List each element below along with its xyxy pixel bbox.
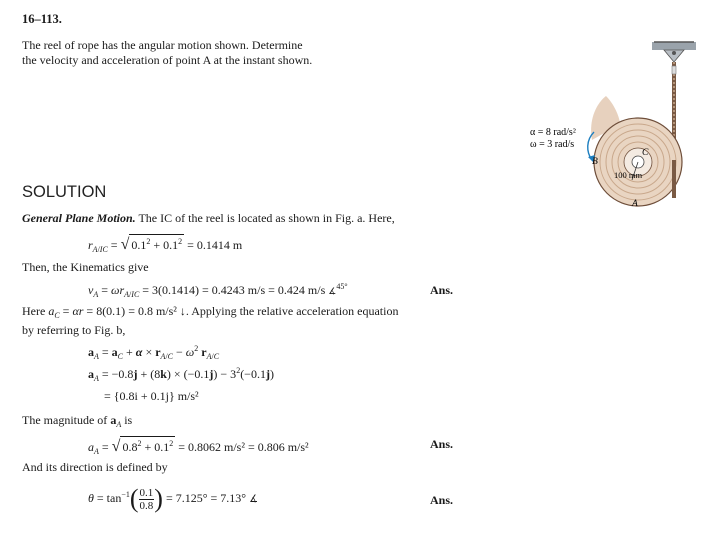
eq-mag-value: = 0.8062 m/s² = 0.806 m/s²	[178, 440, 309, 454]
problem-number: 16–113.	[22, 12, 62, 26]
problem-text-line-1: The reel of rope has the angular motion shown. Determine	[22, 38, 303, 52]
reel	[594, 118, 682, 206]
radius-label: 100 mm	[614, 170, 643, 180]
here-line-2: by referring to Fig. b,	[22, 323, 126, 337]
equation-accel-2: $a_A = -0.8j + (8k) \times (-0.1j) - 3^2(-0.1j)$	[88, 366, 274, 383]
label-a: A	[632, 199, 638, 209]
intro-bold: General Plane Motion.	[22, 211, 136, 225]
intro-paragraph	[22, 211, 395, 226]
ans-velocity: Ans.	[430, 283, 454, 297]
eq-theta-value: = 7.125° = 7.13°	[165, 490, 247, 505]
label-b: B	[592, 157, 598, 167]
problem-statement	[22, 38, 312, 68]
equation-r: $r_{A/IC}$ = √ $0.1^2 + 0.1^2 = 0.1414$ m	[88, 236, 243, 254]
then-text: Then, the Kinematics give	[22, 260, 149, 274]
equation-velocity: $v_A = \omega r_{A/IC} = 3(0.1414) = 0.4243$ m/s = 0.424 m/s ∡$^{45^\circ}$	[88, 282, 348, 299]
equation-accel-3: = {0.8i + 0.1j} m/s²	[104, 389, 199, 403]
ans-theta: Ans.	[430, 493, 454, 507]
reel-figure	[528, 40, 718, 215]
label-c: C	[642, 148, 649, 158]
eq-v-value: = 3(0.1414) = 0.4243 m/s = 0.424 m/s	[142, 283, 326, 297]
alpha-label: α = 8 rad/s²	[530, 127, 576, 138]
ceiling-support	[652, 42, 696, 50]
equation-magnitude: $a_A$ = √ $0.8^2 + 0.1^2 = 0.8062$ m/s² = 0.806 m/s²	[88, 438, 309, 456]
here-paragraph: Here $a_C = \alpha r = 8(0.1) = 0.8$ m/s² ↓. Applying the relative acceleration equation by referring to Fig. b,	[22, 304, 399, 337]
direction-text: And its direction is defined by	[22, 460, 168, 474]
solution-heading: SOLUTION	[22, 183, 107, 201]
omega-label: ω = 3 rad/s	[530, 139, 575, 150]
here-line-1: = 0.8 m/s² ↓. Applying the relative acceleration equation	[128, 304, 399, 318]
problem-text-line-2: the velocity and acceleration of point A at the instant shown.	[22, 53, 313, 67]
magnitude-text: The magnitude of $a_A$ is	[22, 413, 133, 429]
ans-magnitude: Ans.	[430, 437, 454, 451]
intro-text: The IC of the reel is located as shown in Fig. a. Here,	[135, 211, 395, 225]
equation-theta: $\theta = \tan^{-1}$( $\frac{0.1}{0.8}$ ) = 7.125° = 7.13° ∡	[88, 484, 259, 513]
eq-r-value: = 0.1414 m	[187, 238, 243, 252]
equation-accel-1: $a_A = a_C + \alpha \times r_{A/C} - \omega^2$ $r_{A/C}$	[88, 344, 220, 361]
v-angle: 45°	[336, 282, 348, 291]
